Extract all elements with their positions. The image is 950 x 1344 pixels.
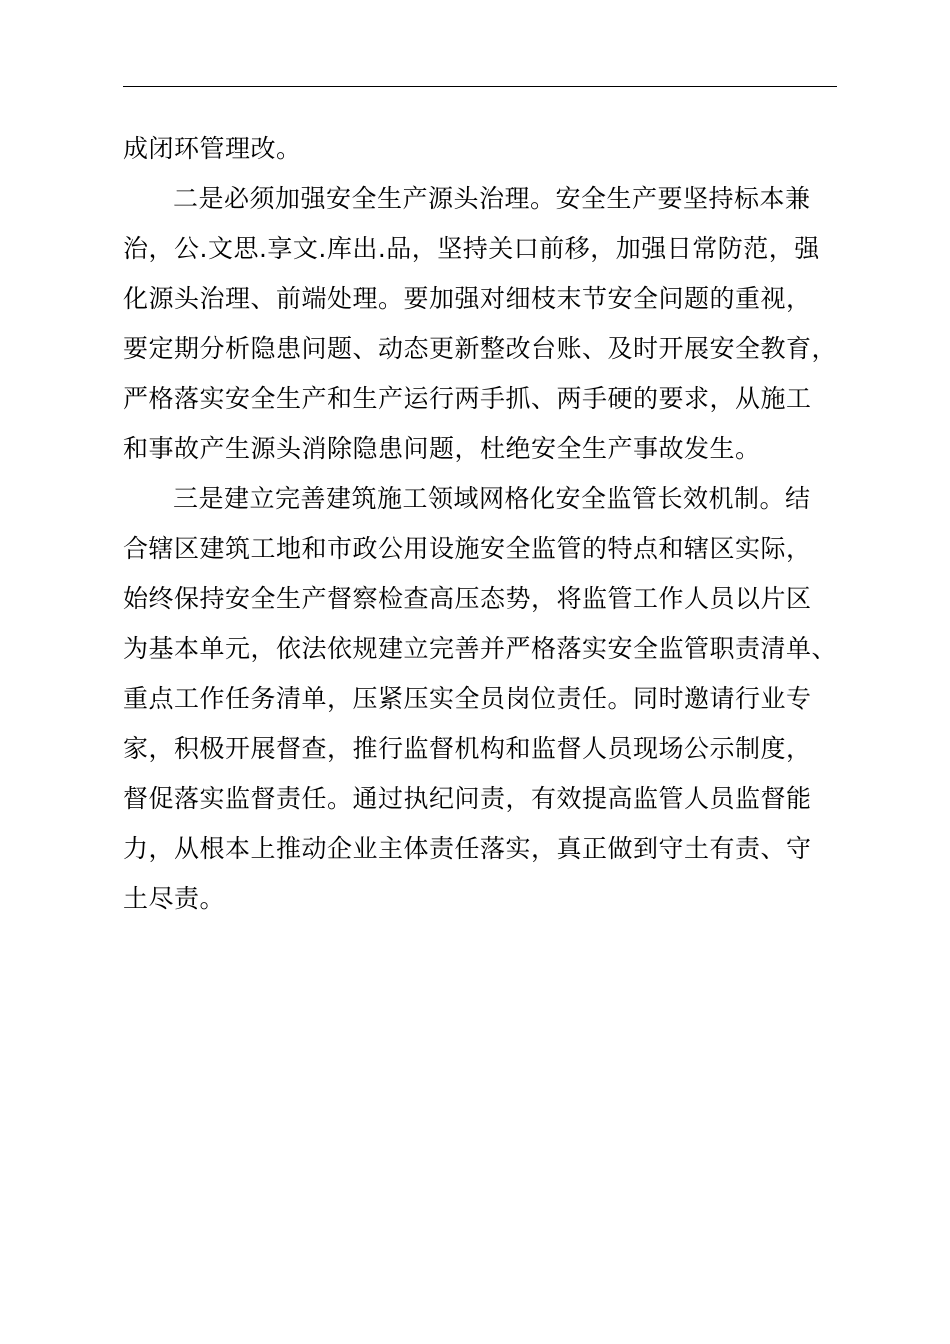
header-rule: [123, 86, 837, 87]
paragraph-3-line-9: 土尽责。: [123, 884, 226, 913]
paragraph-3-line-3: 始终保持安全生产督察检查高压态势，将监管工作人员以片区: [123, 584, 812, 613]
paragraph-2-line-1: 二是必须加强安全生产源头治理。安全生产要坚持标本兼: [173, 184, 811, 213]
paragraph-3-line-1: 三是建立完善建筑施工领域网格化安全监管长效机制。结: [173, 484, 811, 513]
paragraph-3-line-2: 合辖区建筑工地和市政公用设施安全监管的特点和辖区实际，: [123, 534, 812, 563]
paragraph-2-line-4: 要定期分析隐患问题、动态更新整改台账、及时开展安全教育，: [123, 334, 838, 363]
paragraph-3-line-8: 力，从根本上推动企业主体责任落实，真正做到守土有责、守: [123, 834, 812, 863]
paragraph-2-line-6: 和事故产生源头消除隐患问题，杜绝安全生产事故发生。: [123, 434, 761, 463]
paragraph-2-line-5: 严格落实安全生产和生产运行两手抓、两手硬的要求，从施工: [123, 384, 812, 413]
paragraph-3-line-7: 督促落实监督责任。通过执纪问责，有效提高监管人员监督能: [123, 784, 812, 813]
paragraph-3-line-5: 重点工作任务清单，压紧压实全员岗位责任。同时邀请行业专: [123, 684, 812, 713]
paragraph-2-line-3: 化源头治理、前端处理。要加强对细枝末节安全问题的重视，: [123, 284, 812, 313]
paragraph-3-line-6: 家，积极开展督查，推行监督机构和监督人员现场公示制度，: [123, 734, 812, 763]
paragraph-1-line-1: 成闭环管理改。: [123, 134, 302, 163]
paragraph-2-line-2: 治，公.文思.享文.库出.品，坚持关口前移，加强日常防范，强: [123, 234, 820, 263]
paragraph-3-line-4: 为基本单元，依法依规建立完善并严格落实安全监管职责清单、: [123, 634, 838, 663]
